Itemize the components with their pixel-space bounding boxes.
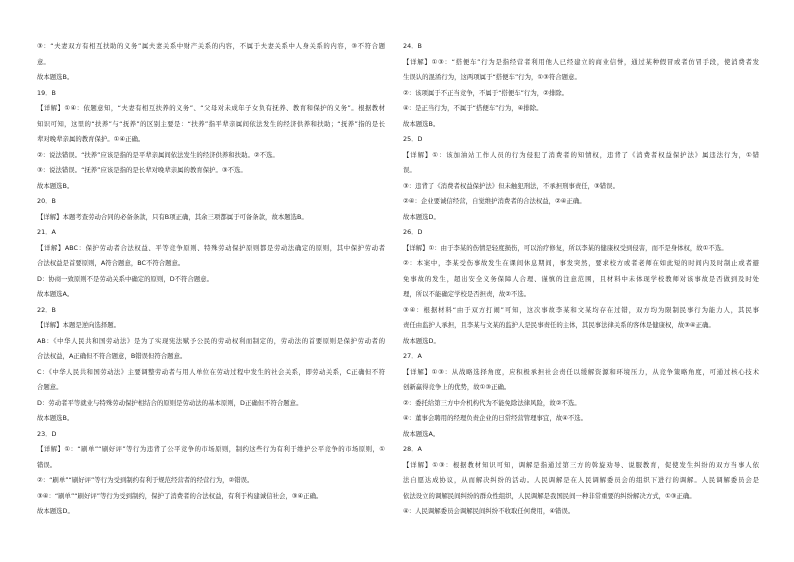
explanation-line: 知识可知，这里的“扶养”与“抚养”的区别主要是：“扶养”指平辈亲属间依法发生的经济供养和扶助；“抚养”指的是长 — [37, 119, 385, 128]
explanation-line: 【详解】①：“刷单”“刷好评”等行为违背了公平竞争的市场原则，制约这些行为有利于维护公平竞争的市场原则，① — [37, 445, 385, 453]
explanation-line: ④：是正当行为，不属于“搭便车”行为，④排除。 — [403, 104, 543, 112]
explanation-paragraph — [37, 334, 385, 365]
explanation-line: ③：“夫妻双方有相互扶助的义务”属夫妻关系中财产关系的内容，不属于夫妻关系中人身关系的内容，③不符合题 — [37, 42, 385, 50]
conclusion-line: 故本题选B。 — [37, 414, 74, 422]
explanation-line: 误。 — [403, 166, 416, 174]
left-column — [37, 39, 385, 520]
conclusion-line: 故本题选B。 — [403, 119, 440, 128]
explanation-line: 免事故的发生，超出安全义务保障人合理、谨慎的注意范围，且材料中未体现学校教师对该事故是否做到及时处 — [403, 274, 759, 283]
conclusion-line: 故本题选B。 — [37, 73, 74, 81]
answer-heading: 25．D — [403, 135, 423, 143]
explanation-paragraph — [37, 241, 385, 272]
answer-heading: 23．D — [37, 429, 57, 438]
explanation-line: ②：委托给第三方中介机构代为不能免除法律风险，故②不选。 — [403, 398, 581, 407]
explanation-line: ②：该项属于不正当竞争，不属于“搭便车”行为，②排除。 — [403, 88, 569, 97]
answer-heading: 26．D — [403, 228, 423, 236]
explanation-line: ②：说法错误。“扶养”应该是指的是平辈亲属间依法发生的经济供养和扶助。②不选。 — [37, 150, 279, 159]
conclusion-line: 故本题选A。 — [37, 290, 74, 298]
answer-block — [403, 442, 759, 520]
explanation-paragraph — [37, 39, 385, 70]
answer-block — [403, 39, 759, 132]
explanation-line: 【详解】①④：依题意知，“夫妻有相互扶养的义务”、“父母对未成年子女负有抚养、教育和保护的义务”。根据教材 — [37, 104, 385, 112]
conclusion-line: 故本题选D。 — [403, 336, 440, 345]
explanation-line: 【详解】①：由于李某的伤情是轻度损伤，可以治疗修复，所以李某的健康权受到侵害，而不是身体权，故①不选。 — [403, 243, 728, 252]
explanation-paragraph — [403, 256, 759, 303]
explanation-line: ②④：企业要诚信经营，自觉维护消费者的合法权益，②④正确。 — [403, 197, 586, 205]
answer-heading: 24．B — [403, 42, 422, 50]
explanation-line: D：劳动者平等就业与特殊劳动保护相结合的原则是劳动法的基本原则，D正确但不符合题意。 — [37, 398, 303, 407]
conclusion-line: 故本题选A。 — [403, 429, 440, 438]
explanation-line: D：协商一致原则不是劳动关系中确定的原则，D不符合题意。 — [37, 274, 213, 283]
explanation-line: 责任由监护人承担，且李某与文某的监护人是民事责任的主体，其民事法律关系的客体是健康权，故③④正确。 — [403, 321, 715, 329]
explanation-paragraph — [403, 365, 759, 396]
answer-heading: 21．A — [37, 228, 56, 236]
explanation-paragraph — [403, 303, 759, 334]
explanation-line: 【详解】①③：从战略选择角度，应积极承担社会责任以缓解资源和环境压力，从竞争策略角度，可通过核心技术 — [403, 367, 759, 376]
explanation-line: 意。 — [37, 57, 50, 66]
explanation-line: ②：本案中，李某受伤事故发生在课间休息期间，事发突然，要求校方或者老师在如此短的时间内及时制止或者避 — [403, 259, 759, 267]
answer-block — [403, 132, 759, 225]
answer-block — [403, 225, 759, 349]
answer-block — [37, 194, 385, 225]
answer-block — [37, 427, 385, 520]
answer-heading: 28．A — [403, 445, 422, 453]
answer-block — [37, 225, 385, 303]
explanation-line: 生误认的混淆行为，这两项属于“搭便车”行为，①③符合题意。 — [403, 73, 581, 81]
explanation-paragraph — [403, 55, 759, 86]
explanation-line: ②：“刷单”“刷好评”等行为受到制约有利于规范经营者的经营行为，②错误。 — [37, 476, 254, 484]
right-column — [403, 39, 759, 520]
explanation-line: 【详解】①③：根据教材知识可知，调解是指通过第三方的斡旋劝导、说服教育，促使发生纠纷的双方当事人依 — [403, 460, 759, 469]
explanation-line: ④：人民调解委员会调解民间纠纷不收取任何费用，④错误。 — [403, 507, 575, 515]
explanation-paragraph — [403, 458, 759, 505]
explanation-line: AB：《中华人民共和国劳动法》是为了实现宪法赋予公民的劳动权利而制定的，劳动法的首要原则是保护劳动者的 — [37, 336, 385, 345]
explanation-line: 合法权益，A正确但不符合题意，B错误但符合题意。 — [37, 352, 187, 360]
answer-heading: 19．B — [37, 88, 56, 97]
answer-heading: 20．B — [37, 197, 56, 205]
explanation-line: ③④：“刷单”“刷好评”等行为受到制约，保护了消费者的合法权益，有利于构建诚信社会，③④正确。 — [37, 491, 323, 500]
explanation-line: C：《中华人民共和国劳动法》主要调整劳动者与用人单位在劳动过程中发生的社会关系，即劳动关系，C正确但不符 — [37, 367, 385, 376]
explanation-line: 理，所以不能确定学校是否担责，故②不选。 — [403, 290, 531, 298]
answer-block — [37, 86, 385, 195]
answer-heading: 27．A — [403, 352, 422, 360]
explanation-paragraph — [37, 442, 385, 473]
conclusion-line: 故本题选D。 — [37, 507, 74, 515]
conclusion-line: 故本题选B。 — [37, 181, 74, 190]
explanation-line: ④：董事会聘用的经理负责企业的日常经营管理事宜，故④不选。 — [403, 414, 588, 422]
explanation-line: 【详解】①：该加油站工作人员的行为侵犯了消费者的知情权，违背了《消费者权益保护法》属违法行为，①错 — [403, 150, 759, 159]
explanation-line: 合法权益是首要原则，A符合题意，BC不符合题意。 — [37, 259, 185, 267]
conclusion-line: 故本题选D。 — [403, 212, 440, 221]
explanation-line: 法自愿达成协议，从而解决纠纷的活动。人民调解是在人民调解委员会的组织下进行的调解。人民调解委员会是 — [403, 476, 759, 484]
explanation-line: 依法设立的调解民间纠纷的群众性组织，人民调解是我国民间一种非常重要的纠纷解决方式，①③正确。 — [403, 491, 696, 500]
answer-block — [37, 39, 385, 86]
explanation-line: 【详解】本题考查劳动合同的必备条款，只有B项正确，其余三项都属于可备条款，故本题选B。 — [37, 212, 308, 221]
explanation-line: ③：说法错误。“抚养”应该是指的是长辈对晚辈亲属的教育保护。③不选。 — [37, 166, 247, 174]
explanation-line: ③④：根据材料“由于双方打闹”可知，这次事故李某和文某均存在过错，双方均为限制民事行为能力人，其民事 — [403, 305, 759, 314]
explanation-line: 合题意。 — [37, 383, 63, 391]
answer-block — [403, 349, 759, 442]
explanation-line: 【详解】本题是逆向选择题。 — [37, 321, 121, 329]
explanation-paragraph — [37, 101, 385, 148]
answer-block — [37, 303, 385, 427]
explanation-line: ③：违背了《消费者权益保护法》但未触犯刑法，不承担刑事责任，③错误。 — [403, 181, 619, 190]
explanation-paragraph — [37, 365, 385, 396]
answer-heading: 22．B — [37, 305, 56, 314]
explanation-line: 辈对晚辈亲属的教育保护。①④正确。 — [37, 135, 145, 143]
explanation-line: 【详解】①③：“搭便车”行为是指经营者利用他人已经建立的商业信誉，通过某种假冒或者仿冒手段，使消费者发 — [403, 57, 759, 66]
explanation-line: 错误。 — [37, 460, 57, 469]
explanation-paragraph — [403, 148, 759, 179]
explanation-line: 【详解】ABC：保护劳动者合法权益、平等竞争原则、特殊劳动保护原则都是劳动法确定的原则，其中保护劳动者 — [37, 243, 385, 252]
explanation-line: 创新赢得竞争上的优势，故①③正确。 — [403, 383, 511, 391]
